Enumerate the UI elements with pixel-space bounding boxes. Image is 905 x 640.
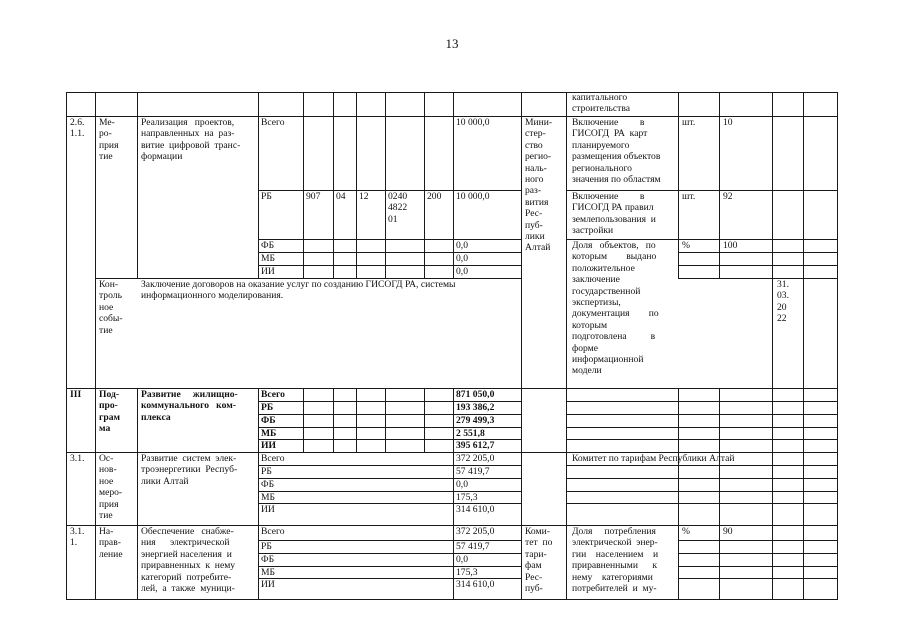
cell-ind1: Включение в ГИСОГД РА карт планируемого размещения объектов регионального значения по областям [572,117,661,186]
cell-ty2: Кон- троль ное собы- тие [99,279,123,336]
cell-s3-fb: ФБ [261,415,276,426]
table-column-rule [333,388,334,453]
table-row-rule [258,553,522,554]
table-row-rule [566,491,838,492]
cell-s4-mb: МБ [261,492,276,503]
cell-v-mb1: 0,0 [456,253,468,264]
cell-s-fb1: ФБ [261,240,275,251]
cell-v5-fb: 0,0 [456,554,468,565]
cell-v5-ii: 314 610,0 [456,579,495,590]
cell-s4-ii: ИИ [261,504,275,515]
table-column-rule [424,92,425,279]
cell-nm4: Развитие систем элек- троэнергетики Респуб- лики Алтай [141,453,238,487]
cell-v3-vsego: 871 050,0 [456,389,495,400]
cell-q2: 92 [723,191,733,202]
table-column-rule [772,92,773,600]
table-row-rule [678,566,838,567]
cell-ind3: Доля объектов, по которым выдано положительное заключение государственной экспертизы, документация по которым подготовлена в форме информационной модели [572,240,659,377]
cell-nm3: Развитие жилищно- коммунального ком- плекса [141,389,238,423]
cell-v3-mb: 2 551,8 [456,428,485,439]
cell-s4-vsego: Всего [261,453,285,464]
cell-v4-fb: 0,0 [456,479,468,490]
cell-s4-rb: РБ [261,466,272,477]
table-column-rule [356,388,357,453]
cell-v-rb1: 10 000,0 [456,191,490,202]
cell-v3-ii: 395 612,7 [456,440,495,451]
table-column-rule [803,92,804,600]
table-row-rule [678,265,838,266]
table-row-rule [258,478,522,479]
cell-ex4: Комитет по тарифам Республики Алтай [572,453,735,464]
table-row-rule [566,503,838,504]
cell-grbs: 907 [306,191,321,202]
table-row-rule [678,278,838,279]
table-row-rule [566,414,838,415]
cell-s5-mb: МБ [261,567,276,578]
cell-s-ii1: ИИ [261,266,275,277]
cell-s-rb1: РБ [261,191,272,202]
cell-ty1: Ме- ро- прия тие [99,117,119,163]
cell-ty3: Под- про- грам ма [99,389,121,435]
table-row-rule [566,439,838,440]
table-row-rule [258,265,522,266]
cell-v4-ii: 314 610,0 [456,504,495,515]
cell-v4-mb: 175,3 [456,492,478,503]
cell-s3-vsego: Всего [261,389,285,400]
cell-ind5: Доля потребления электрической энер- гии населением и приравненными к нему категориями потребителей и му- [572,526,659,595]
cell-v5-vsego: 372 205,0 [456,526,495,537]
cell-ty4: Ос- нов- ное меро- прия тие [99,453,123,522]
cell-rz: 04 [336,191,346,202]
table-column-rule [303,92,304,279]
cell-s5-rb: РБ [261,541,272,552]
cell-s5-vsego: Всего [261,526,285,537]
table-column-rule [66,92,67,600]
table-column-rule [424,388,425,453]
cell-v3-rb: 193 386,2 [456,402,495,413]
table-row-rule [258,491,522,492]
cell-dt: 31. 03. 20 22 [777,279,789,325]
cell-v4-rb: 57 419,7 [456,466,490,477]
cell-csr: 0240 4822 01 [388,191,408,225]
cell-n1: 2.6. 1.1. [70,117,85,140]
cell-s-mb1: МБ [261,253,276,264]
cell-u3: % [682,240,690,251]
table-column-rule [258,92,259,279]
table-column-rule [95,92,96,600]
cell-v4-vsego: 372 205,0 [456,453,495,464]
table-column-rule [719,388,720,600]
table-column-rule [303,388,304,453]
cell-s3-ii: ИИ [261,440,276,451]
cell-u1: шт. [682,117,696,128]
cell-s5-fb: ФБ [261,554,275,565]
cell-nm1: Реализация проектов, направленных на раз- витие цифровой транс- формации [141,117,241,163]
cell-u5: % [682,526,690,537]
table-column-rule [137,92,138,279]
cell-vr: 200 [427,191,442,202]
cell-v-fb1: 0,0 [456,240,468,251]
table-row-rule [258,252,522,253]
cell-ex1: Мини- стер- ство регио- наль- ного раз- вития Рес- пуб- лики Алтай [525,117,553,254]
cell-n3: III [70,389,82,400]
cell-n5: 3.1. 1. [70,526,85,549]
table-column-rule [385,388,386,453]
table-column-rule [385,92,386,279]
table-row-rule [566,465,838,466]
cell-q5: 90 [723,526,733,537]
cell-ctrl: Заключение договоров на оказание услуг по созданию ГИСОГД РА, системы информационного моделирования. [141,279,456,302]
cell-nm5: Обеспечение снабже- ния электрической энергией населения и приравненных к нему категорий потребите- лей, а также муници- [141,526,236,595]
table-row-rule [678,252,838,253]
cell-v5-mb: 175,3 [456,567,478,578]
cell-s3-mb: МБ [261,428,277,439]
table-column-rule [356,92,357,279]
cell-ind2: Включение в ГИСОГД РА правил землепользования и застройки [572,191,656,237]
cell-u2: шт. [682,191,696,202]
table-column-rule [837,92,838,600]
table-row-rule [678,578,838,579]
table-column-rule [453,388,454,600]
table-column-rule [333,92,334,279]
table-column-rule [521,92,522,600]
table-row-rule [66,92,838,93]
table-column-rule [678,92,679,279]
table-column-rule [566,92,567,600]
cell-v-ii1: 0,0 [456,266,468,277]
table-row-rule [678,553,838,554]
table-column-rule [137,388,138,600]
table-row-rule [66,599,838,600]
table-column-rule [258,388,259,600]
cell-q1: 10 [723,117,733,128]
cell-ty5: На- прав- ление [99,526,123,560]
page-number: 13 [445,36,459,51]
cell-t1: капитального строительства [572,92,631,115]
table-row-rule [678,540,838,541]
table-column-rule [453,92,454,279]
cell-q3: 100 [723,240,738,251]
table-column-rule [678,388,679,600]
cell-s-vsego1: Всего [261,117,285,128]
cell-v-vsego1: 10 000,0 [456,117,490,128]
table-row-rule [258,239,522,240]
cell-pr: 12 [359,191,369,202]
cell-ex5: Коми- тет по тари- фам Рес- пуб- [525,526,553,595]
table-column-rule [719,92,720,279]
cell-v5-rb: 57 419,7 [456,541,490,552]
cell-n4: 3.1. [70,453,85,464]
table-row-rule [566,427,838,428]
cell-s5-ii: ИИ [261,579,275,590]
table-row-rule [258,566,522,567]
cell-s4-fb: ФБ [261,479,275,490]
cell-s3-rb: РБ [261,402,274,413]
cell-v3-fb: 279 499,3 [456,415,495,426]
table-row-rule [566,478,838,479]
table-row-rule [566,401,838,402]
